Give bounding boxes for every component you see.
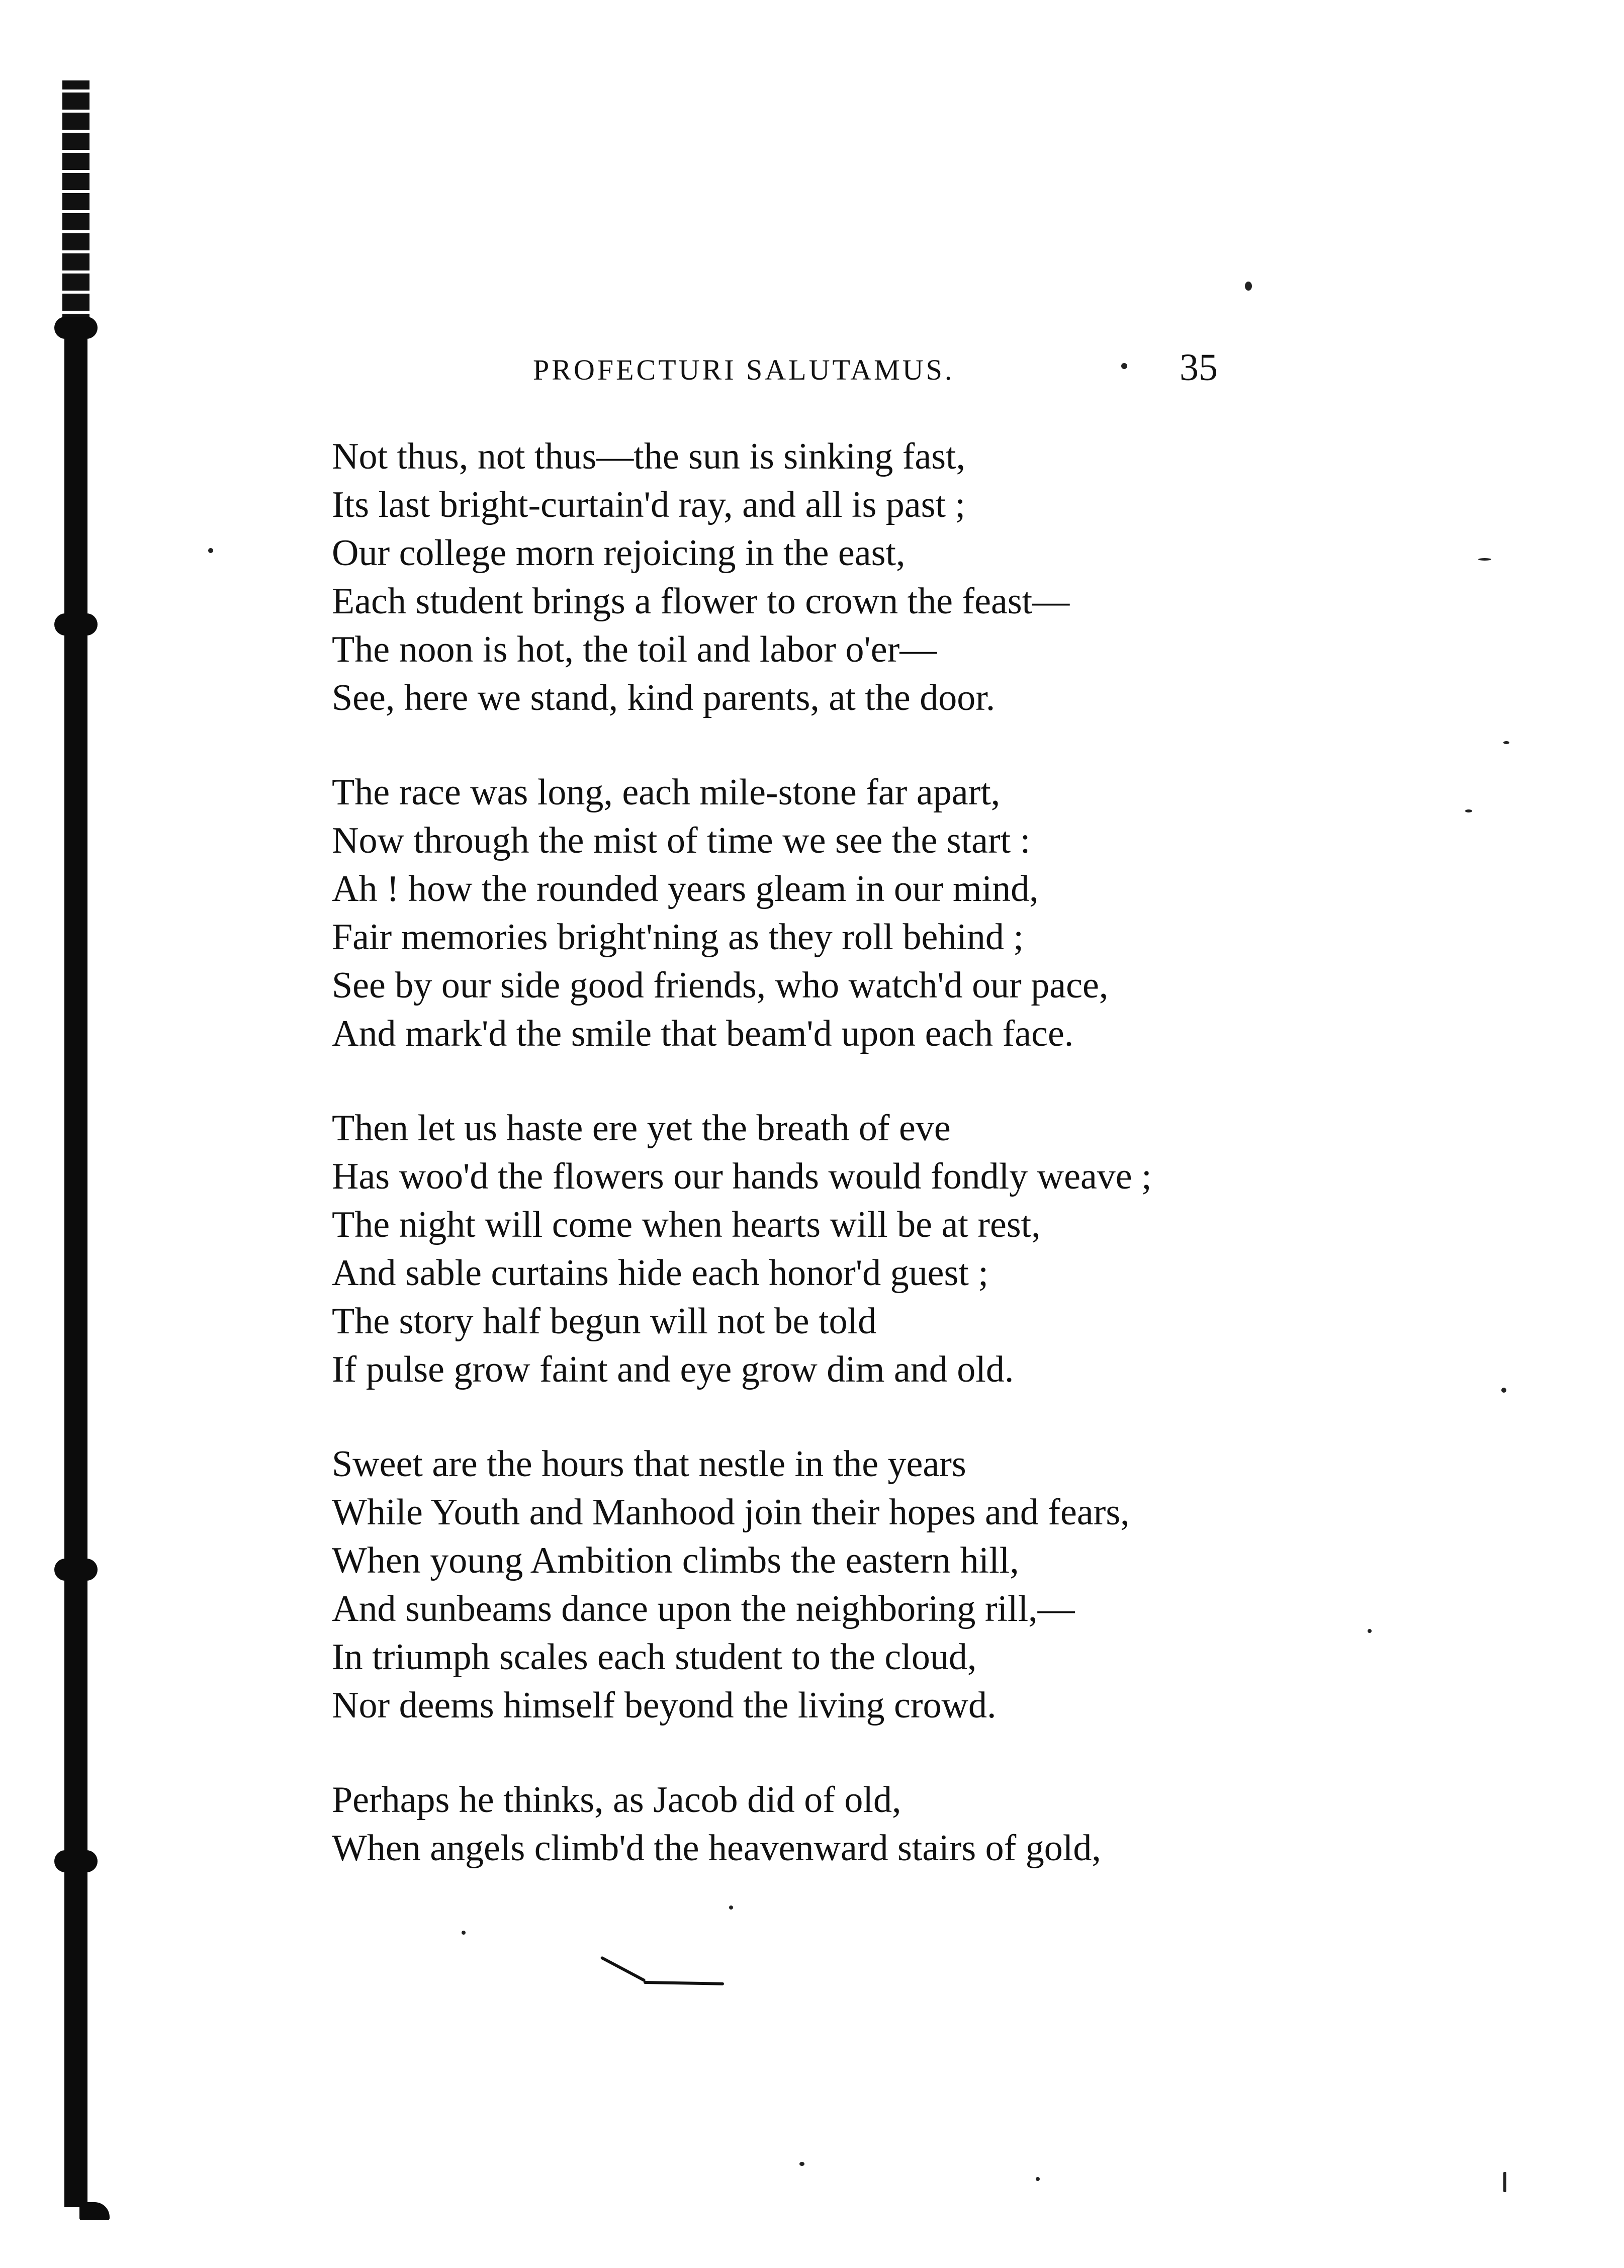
verse-line: Has woo'd the flowers our hands would fondly weave ; (332, 1156, 1152, 1197)
scan-speck (1478, 558, 1491, 561)
binding-foot (79, 2202, 110, 2220)
verse-line: If pulse grow faint and eye grow dim and old. (332, 1349, 1014, 1390)
verse-line: While Youth and Manhood join their hopes and fears, (332, 1492, 1130, 1533)
verse-line: And sable curtains hide each honor'd guest ; (332, 1252, 988, 1294)
verse-line: Sweet are the hours that nestle in the years (332, 1443, 966, 1485)
verse-line: Each student brings a flower to crown the feast— (332, 581, 1070, 622)
scan-speck (799, 2162, 804, 2166)
stanza-1 (332, 432, 1287, 722)
scan-speck (462, 1931, 466, 1935)
page-header (533, 346, 1237, 389)
verse-line: Fair memories bright'ning as they roll behind ; (332, 917, 1024, 958)
scan-speck (1503, 741, 1509, 744)
stray-mark (600, 1956, 646, 1982)
verse-line: In triumph scales each student to the cloud, (332, 1637, 977, 1678)
binding-clip (54, 1559, 98, 1581)
verse-line: And mark'd the smile that beam'd upon each face. (332, 1013, 1074, 1054)
verse-line: See, here we stand, kind parents, at the door. (332, 677, 996, 718)
stanza-2 (332, 768, 1287, 1058)
binding-clip (54, 317, 98, 339)
stanza-3 (332, 1104, 1287, 1394)
verse-line: Not thus, not thus—the sun is sinking fast, (332, 436, 966, 477)
stray-mark (644, 1981, 724, 1985)
verse-line: When young Ambition climbs the eastern hill, (332, 1540, 1019, 1581)
verse-line: The story half begun will not be told (332, 1301, 877, 1342)
binding-clip (54, 613, 98, 636)
binding-edge (64, 80, 87, 2207)
scan-speck (1465, 809, 1472, 812)
verse-line: And sunbeams dance upon the neighboring rill,— (332, 1588, 1075, 1629)
binding-clip (54, 1850, 98, 1872)
verse-line: Now through the mist of time we see the start : (332, 820, 1031, 861)
scan-speck (1501, 1388, 1506, 1393)
scan-speck (1368, 1629, 1372, 1633)
verse-line: See by our side good friends, who watch'd our pace, (332, 965, 1109, 1006)
scan-speck (208, 548, 213, 553)
stanza-4 (332, 1440, 1287, 1730)
verse-line: The race was long, each mile-stone far apart, (332, 772, 1001, 813)
poem (332, 432, 1287, 1919)
verse-line: Ah ! how the rounded years gleam in our mind, (332, 868, 1039, 910)
scan-speck (1245, 282, 1252, 291)
verse-line: Our college morn rejoicing in the east, (332, 532, 906, 574)
scan-speck (729, 1906, 733, 1910)
verse-line: Perhaps he thinks, as Jacob did of old, (332, 1779, 901, 1821)
dot-mark (1121, 363, 1127, 369)
verse-line: When angels climb'd the heavenward stairs of gold, (332, 1828, 1101, 1869)
page-number: 35 (1180, 346, 1218, 389)
running-head: PROFECTURI SALUTAMUS. (533, 353, 955, 386)
stanza-5 (332, 1776, 1287, 1872)
scan-speck (1036, 2177, 1040, 2181)
verse-line: The night will come when hearts will be at rest, (332, 1204, 1041, 1245)
scan-speck (1503, 2172, 1506, 2192)
verse-line: Its last bright-curtain'd ray, and all is past ; (332, 484, 966, 525)
verse-line: Then let us haste ere yet the breath of eve (332, 1108, 951, 1149)
verse-line: Nor deems himself beyond the living crowd. (332, 1685, 997, 1726)
verse-line: The noon is hot, the toil and labor o'er— (332, 629, 937, 670)
binding-edge-texture (62, 80, 89, 322)
